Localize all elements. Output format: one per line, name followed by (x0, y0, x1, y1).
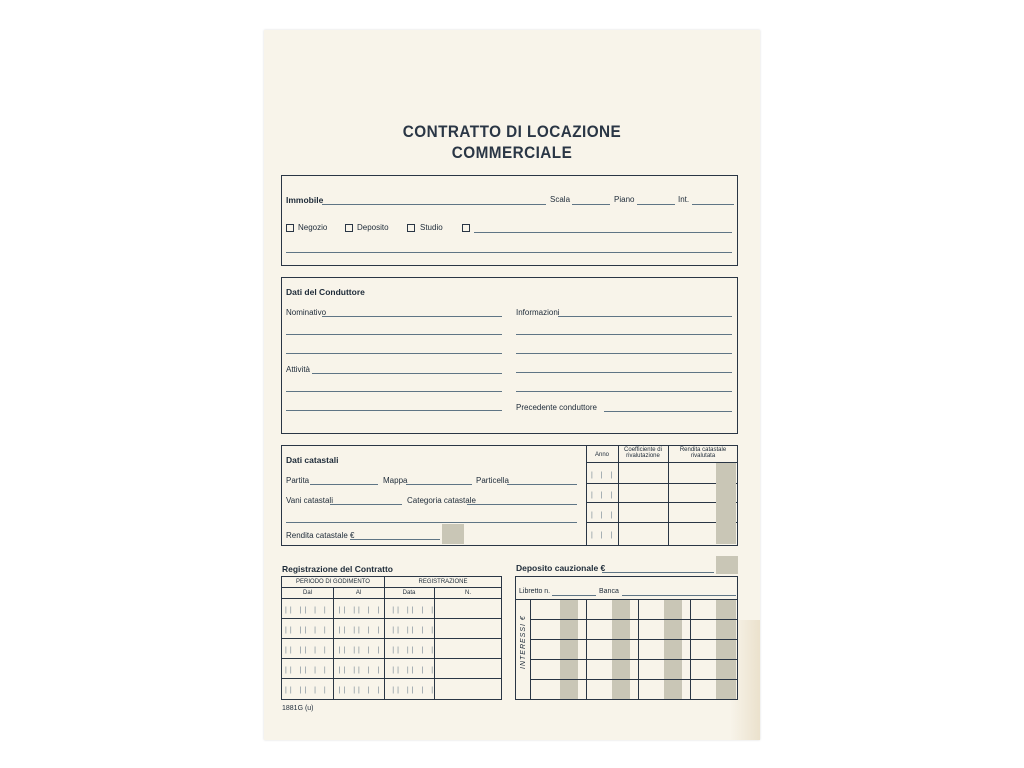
precedente-label: Precedente conduttore (516, 403, 597, 412)
int-field[interactable] (692, 204, 734, 205)
nominativo-field[interactable] (322, 316, 502, 317)
libretto-label: Libretto n. (519, 588, 551, 595)
vani-field[interactable] (330, 504, 402, 505)
deposito-field[interactable] (602, 572, 714, 573)
particella-label: Particella (476, 476, 509, 485)
libretto-field[interactable] (552, 595, 596, 596)
partita-field[interactable] (310, 484, 378, 485)
table-divider (282, 638, 501, 639)
date-ticks: |‌| |‌| | | |‌| |‌| | | |‌| |‌| | | (285, 647, 437, 654)
table-divider (586, 599, 587, 699)
deposito-checkbox[interactable] (345, 224, 353, 232)
table-divider (530, 639, 737, 640)
interessi-label: INTERESSI € (520, 615, 527, 669)
catastali-heading: Dati catastali (286, 455, 339, 465)
periodo-header: PERIODO DI GODIMENTO (296, 579, 370, 585)
table-divider (586, 502, 737, 503)
particella-field[interactable] (507, 484, 577, 485)
anno-ticks: | | | (591, 512, 616, 519)
rendita-riv-header: Rendita catastale rivalutata (679, 447, 727, 459)
deposito-label: Deposito (357, 223, 389, 232)
deposito-box[interactable] (716, 556, 738, 574)
conduttore-heading: Dati del Conduttore (286, 287, 365, 297)
n-header: N. (465, 590, 471, 596)
anno-ticks: | | | (591, 492, 616, 499)
banca-label: Banca (599, 588, 619, 595)
registrazione-heading: Registrazione del Contratto (282, 564, 393, 574)
al-header: Al (355, 590, 362, 596)
immobile-label: Immobile (286, 195, 324, 205)
partita-label: Partita (286, 476, 310, 485)
rendita-box[interactable] (442, 524, 464, 544)
rendita-label: Rendita catastale € (286, 531, 355, 540)
anno-header: Anno (594, 452, 609, 458)
catastali-line[interactable] (286, 522, 577, 523)
table-divider (638, 599, 639, 699)
table-divider (668, 446, 669, 545)
piano-label: Piano (614, 195, 635, 204)
catastali-section (281, 445, 738, 546)
vani-label: Vani catastali (286, 496, 333, 505)
registrazione-table (281, 576, 502, 700)
table-divider (586, 522, 737, 523)
rendita-riv-column (716, 463, 736, 544)
contract-form (264, 30, 760, 740)
table-divider (530, 679, 737, 680)
precedente-field[interactable] (604, 411, 732, 412)
table-divider (618, 446, 619, 545)
attivita-label: Attività (286, 365, 311, 374)
date-ticks: |‌| |‌| | | |‌| |‌| | | |‌| |‌| | | (285, 667, 437, 674)
informazioni-line[interactable] (516, 372, 732, 373)
studio-checkbox[interactable] (407, 224, 415, 232)
negozio-checkbox[interactable] (286, 224, 294, 232)
form-code: 1881G (u) (282, 705, 314, 712)
anno-ticks: | | | (591, 472, 616, 479)
dal-header: Dal (302, 590, 312, 596)
conduttore-line[interactable] (286, 334, 502, 335)
title-line-2: COMMERCIALE (451, 143, 573, 162)
conduttore-line[interactable] (286, 410, 502, 411)
other-field[interactable] (474, 232, 732, 233)
table-divider (282, 618, 501, 619)
table-divider (434, 587, 435, 699)
conduttore-line[interactable] (286, 353, 502, 354)
categoria-field[interactable] (467, 504, 577, 505)
date-ticks: |‌| |‌| | | |‌| |‌| | | |‌| |‌| | | (285, 607, 437, 614)
negozio-label: Negozio (298, 223, 328, 232)
interessi-column (560, 600, 578, 699)
table-divider (530, 599, 531, 699)
informazioni-field[interactable] (558, 316, 732, 317)
reg-header: REGISTRAZIONE (418, 579, 468, 585)
studio-label: Studio (420, 223, 443, 232)
table-divider (586, 483, 737, 484)
table-divider (586, 446, 587, 545)
deposito-table (515, 576, 738, 700)
table-divider (282, 678, 501, 679)
table-divider (690, 599, 691, 699)
interessi-column (664, 600, 682, 699)
data-header: Data (402, 590, 416, 596)
attivita-field[interactable] (312, 373, 502, 374)
informazioni-line[interactable] (516, 334, 732, 335)
rendita-field[interactable] (350, 539, 440, 540)
mappa-field[interactable] (406, 484, 472, 485)
scala-field[interactable] (572, 204, 610, 205)
table-divider (333, 587, 334, 699)
table-divider (586, 462, 737, 463)
coeff-header: Coefficiente di rivalutazione (624, 447, 662, 459)
interessi-column (716, 600, 736, 699)
table-divider (282, 587, 501, 588)
conduttore-line[interactable] (286, 391, 502, 392)
table-divider (282, 598, 501, 599)
int-label: Int. (678, 195, 690, 204)
immobile-extra-line[interactable] (286, 252, 732, 253)
interessi-column (612, 600, 630, 699)
other-checkbox[interactable] (462, 224, 470, 232)
immobile-field[interactable] (322, 204, 546, 205)
table-divider (530, 619, 737, 620)
table-divider (530, 659, 737, 660)
table-divider (282, 658, 501, 659)
scala-label: Scala (550, 195, 571, 204)
anno-ticks: | | | (591, 532, 616, 539)
immobile-section (281, 175, 738, 266)
date-ticks: |‌| |‌| | | |‌| |‌| | | |‌| |‌| | | (285, 687, 437, 694)
nominativo-label: Nominativo (286, 308, 327, 317)
deposito-heading: Deposito cauzionale € (516, 563, 606, 573)
banca-field[interactable] (622, 595, 736, 596)
title-line-1: CONTRATTO DI LOCAZIONE (402, 122, 622, 141)
categoria-label: Categoria catastale (407, 496, 476, 505)
informazioni-line[interactable] (516, 391, 732, 392)
date-ticks: |‌| |‌| | | |‌| |‌| | | |‌| |‌| | | (285, 627, 437, 634)
piano-field[interactable] (637, 204, 675, 205)
informazioni-label: Informazioni (516, 308, 560, 317)
informazioni-line[interactable] (516, 353, 732, 354)
mappa-label: Mappa (383, 476, 408, 485)
conduttore-section (281, 277, 738, 434)
